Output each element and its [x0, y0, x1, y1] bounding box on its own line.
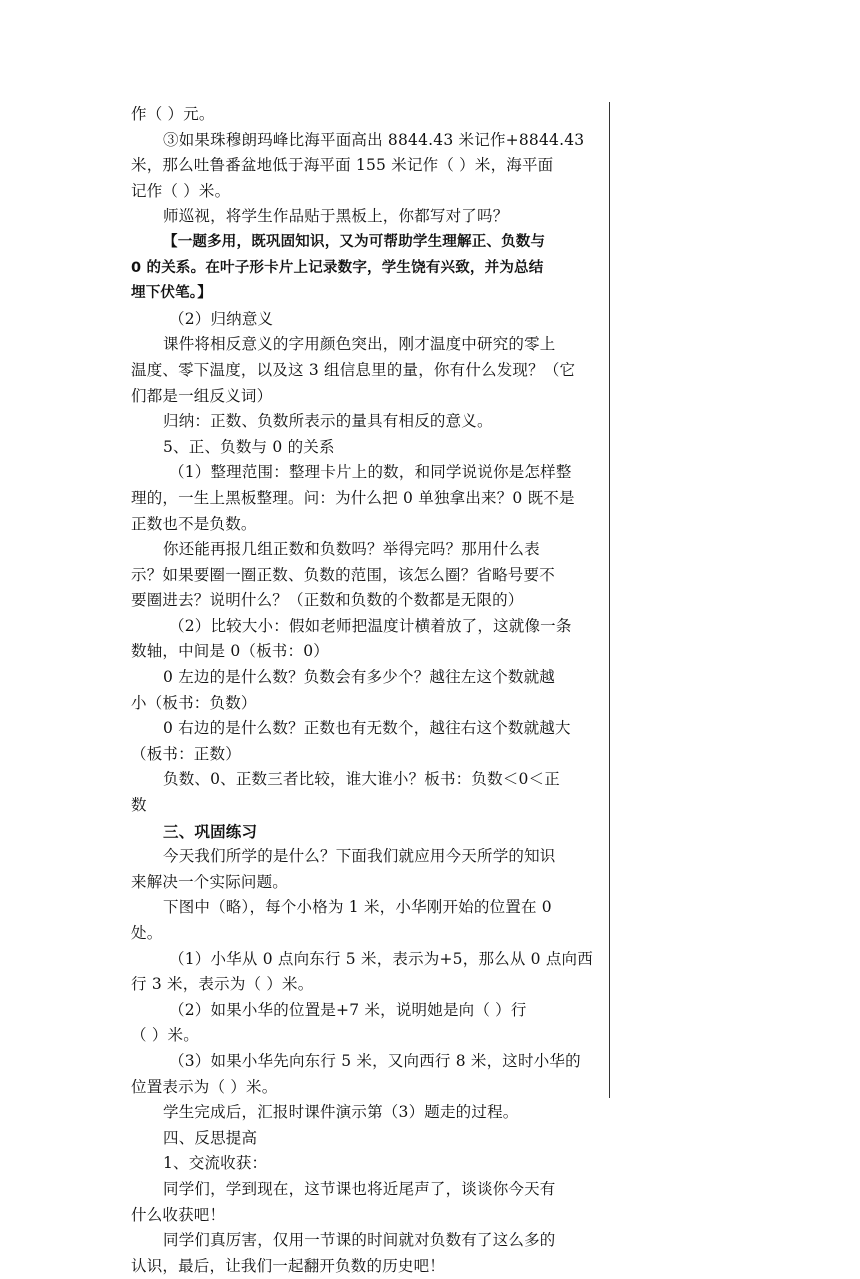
- text-line: 你还能再报几组正数和负数吗？举得完吗？那用什么表: [163, 540, 540, 559]
- text-line: 处。: [131, 924, 163, 942]
- text-line: （2）比较大小：假如老师把温度计横着放了，这就像一条: [169, 616, 572, 635]
- text-line: ③如果珠穆朗玛峰比海平面高出 8844.43 米记作+8844.43: [163, 130, 585, 149]
- exercise-item: （3）如果小华先向东行 5 米，又向西行 8 米，这时小华的: [169, 1051, 581, 1070]
- text-line: 作（ ）元。: [131, 105, 215, 123]
- text-line: 米，那么吐鲁番盆地低于海平面 155 米记作（ ）米，海平面: [131, 156, 554, 175]
- text-line: 同学们真厉害，仅用一节课的时间就对负数有了这么多的: [163, 1231, 556, 1250]
- subsection-heading: （2）归纳意义: [169, 309, 274, 328]
- text-line: 同学们，学到现在，这节课也将近尾声了，谈谈你今天有: [163, 1179, 556, 1198]
- text-line: 数轴，中间是 0（板书：0）: [131, 642, 329, 661]
- text-line: 课件将相反意义的字用颜色突出，刚才温度中研究的零上: [163, 335, 556, 354]
- exercise-item: （2）如果小华的位置是+7 米，说明她是向（ ）行: [169, 1000, 527, 1019]
- text-line: 什么收获吧！: [131, 1205, 226, 1224]
- design-note: 【一题多用，既巩固知识，又为可帮助学生理解正、负数与: [163, 233, 546, 250]
- text-line: 记作（ ）米。: [131, 181, 231, 200]
- text-line: 数: [131, 796, 147, 815]
- text-line: 位置表示为（ ）米。: [131, 1077, 278, 1096]
- text-line: 归纳：正数、负数所表示的量具有相反的意义。: [163, 412, 493, 431]
- text-line: 学生完成后，汇报时课件演示第（3）题走的过程。: [163, 1103, 519, 1122]
- text-line: 们都是一组反义词）: [131, 386, 273, 405]
- text-line: 小（板书：负数）: [131, 693, 257, 712]
- design-note: 埋下伏笔。】: [131, 285, 212, 302]
- exercise-item: （1）小华从 0 点向东行 5 米，表示为+5，那么从 0 点向西: [169, 949, 593, 968]
- text-line: 来解决一个实际问题。: [131, 872, 289, 891]
- lesson-plan-text: [131, 102, 604, 1279]
- subsection-heading: 1、交流收获：: [163, 1154, 268, 1173]
- section-heading: 三、巩固练习: [163, 821, 258, 841]
- text-line: 要圈进去？说明什么？（正数和负数的个数都是无限的）: [131, 591, 524, 610]
- text-line: 0 右边的是什么数？正数也有无数个，越往右这个数就越大: [163, 719, 571, 738]
- table-right-border: [609, 102, 610, 1098]
- text-line: 认识，最后，让我们一起翻开负数的历史吧！: [131, 1256, 446, 1275]
- section-heading: 四、反思提高: [163, 1128, 258, 1147]
- text-line: 示？如果要圈一圈正数、负数的范围，该怎么圈？省略号要不: [131, 565, 555, 584]
- text-line: 理的，一生上黑板整理。问：为什么把 0 单独拿出来？0 既不是: [131, 488, 575, 507]
- text-line: 行 3 米，表示为（ ）米。: [131, 975, 314, 994]
- text-line: （板书：正数）: [131, 744, 241, 763]
- text-line: 正数也不是负数。: [131, 514, 257, 533]
- text-line: 今天我们所学的是什么？下面我们就应用今天所学的知识: [163, 847, 556, 866]
- text-line: 负数、0、正数三者比较，谁大谁小？板书：负数＜0＜正: [163, 770, 560, 789]
- subsection-heading: 5、正、负数与 0 的关系: [163, 437, 335, 456]
- text-line: 温度、零下温度，以及这 3 组信息里的量，你有什么发现？（它: [131, 360, 576, 379]
- text-line: 0 左边的是什么数？负数会有多少个？越往左这个数就越: [163, 668, 555, 687]
- text-line: （1）整理范围：整理卡片上的数，和同学说说你是怎样整: [169, 463, 572, 482]
- text-line: 下图中（略），每个小格为 1 米，小华刚开始的位置在 0: [163, 898, 552, 917]
- text-line: （ ）米。: [131, 1026, 199, 1045]
- design-note: 0 的关系。在叶子形卡片上记录数字，学生饶有兴致，并为总结: [131, 259, 544, 276]
- text-line: 师巡视，将学生作品贴于黑板上，你都写对了吗？: [163, 207, 509, 226]
